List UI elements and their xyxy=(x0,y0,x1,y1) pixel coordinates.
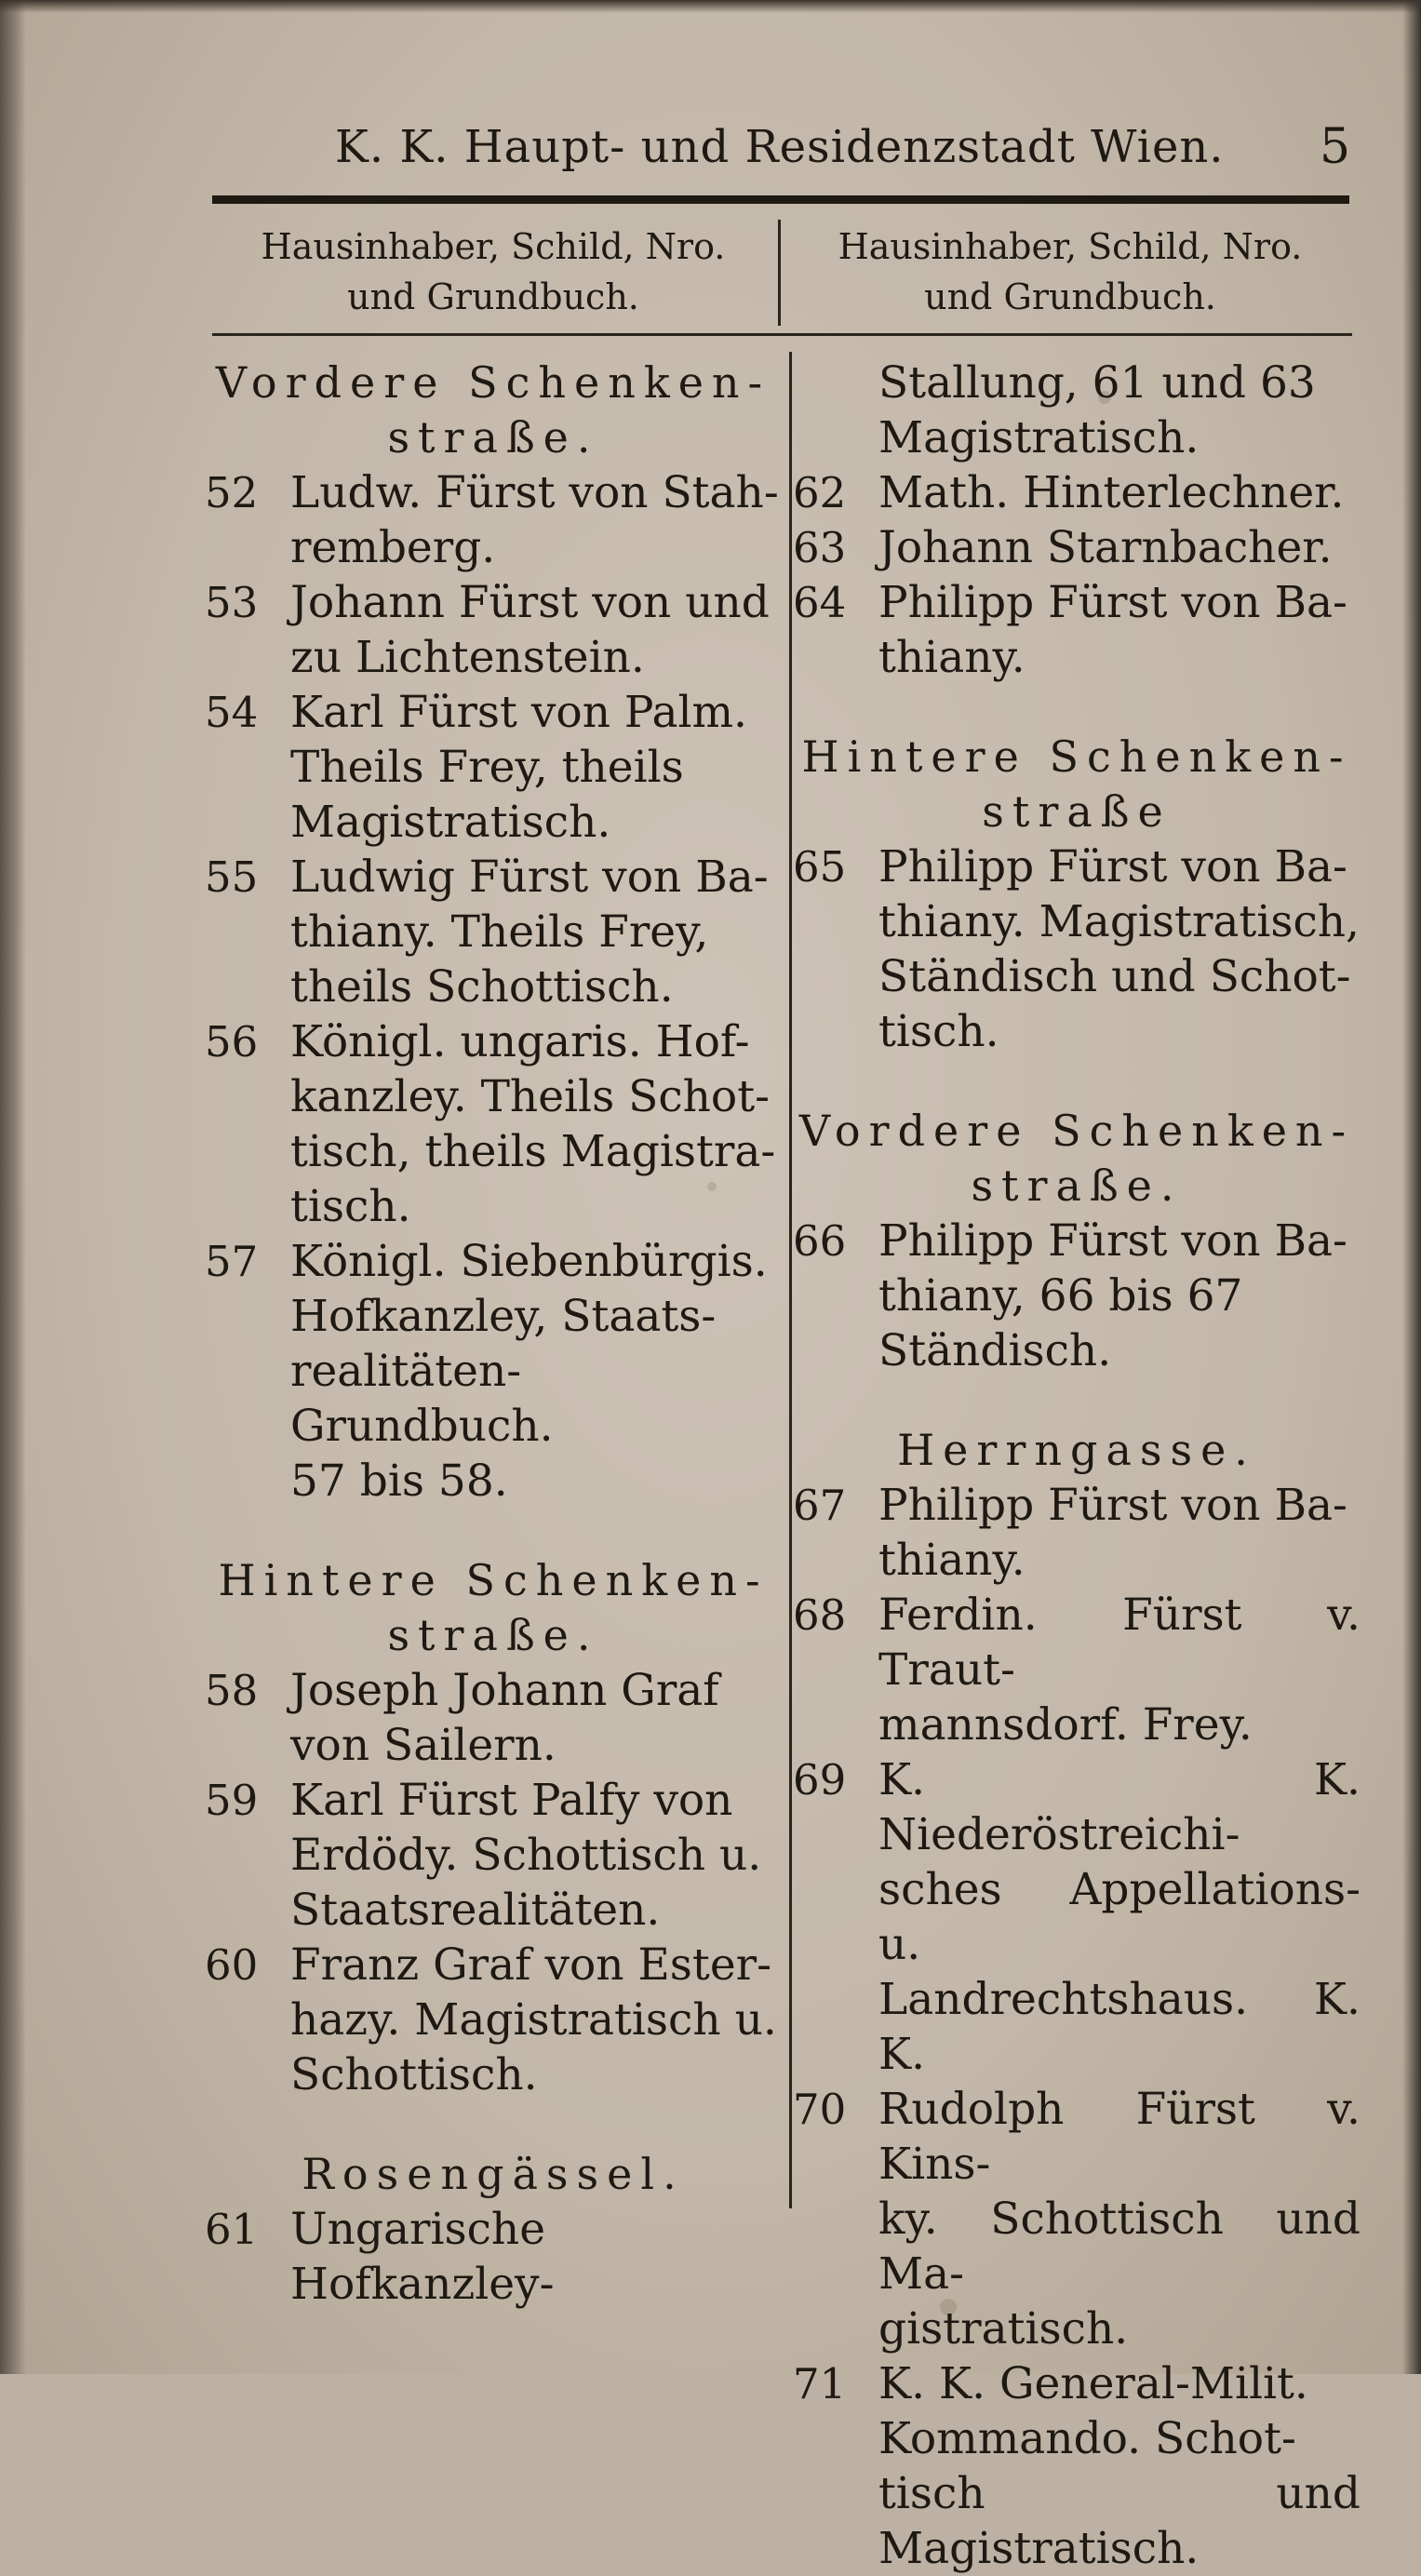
column-header-rule xyxy=(212,333,1352,336)
heading-line: Vordere Schenken- xyxy=(215,357,771,408)
house-number: 61 xyxy=(205,2205,259,2254)
entry-line: Johann Starnbacher. xyxy=(878,522,1333,573)
column-header-divider xyxy=(778,220,781,326)
house-number: 71 xyxy=(793,2359,847,2408)
house-entry-64 xyxy=(793,575,1361,685)
entry-line: Philipp Fürst von Ba- xyxy=(878,1215,1347,1267)
house-entry-59 xyxy=(205,1773,782,1938)
street-heading-rosengaessel xyxy=(205,2147,782,2202)
entry-line: theils Schottisch. xyxy=(290,961,674,1013)
heading-line: Vordere Schenken- xyxy=(798,1106,1355,1156)
entry-line: Ludw. Fürst von Stah- xyxy=(290,467,779,518)
entry-line: gistratisch. xyxy=(878,2303,1129,2355)
entry-line: Ferdin. Fürst v. Traut- xyxy=(878,1590,1361,1696)
entry-line: ky. Schottisch und Ma- xyxy=(878,2194,1361,2300)
entry-line: tisch. xyxy=(290,1181,411,1232)
page-right-edge xyxy=(1402,0,1421,2374)
entry-line: Ständisch und Schot- xyxy=(878,951,1351,1002)
street-heading-herrngasse xyxy=(793,1423,1361,1478)
entry-line: Schottisch. xyxy=(290,2049,538,2100)
entry-line: von Sailern. xyxy=(290,1720,556,1771)
running-head: K. K. Haupt- und Residenzstadt Wien. xyxy=(335,121,1225,173)
house-number: 67 xyxy=(793,1481,847,1530)
house-entry-53 xyxy=(205,575,782,685)
house-entry-58 xyxy=(205,1663,782,1773)
entry-line: thiany. Theils Frey, xyxy=(290,906,709,958)
heading-line: straße xyxy=(982,786,1172,837)
entry-line: thiany. Magistratisch, xyxy=(878,896,1360,947)
header-rule xyxy=(212,195,1349,204)
house-entry-69 xyxy=(793,1752,1361,2082)
house-entry-54 xyxy=(205,685,782,850)
house-number: 58 xyxy=(205,1666,259,1715)
heading-line: straße. xyxy=(971,1161,1183,1211)
entry-line: Joseph Johann Graf xyxy=(290,1665,719,1716)
heading-line: straße. xyxy=(387,412,599,463)
house-entry-71 xyxy=(793,2356,1361,2576)
house-entry-67 xyxy=(793,1478,1361,1588)
entry-line: Magistratisch. xyxy=(290,797,611,848)
house-number: 52 xyxy=(205,468,259,517)
entry-line: Landrechtshaus. K. K. xyxy=(878,1974,1361,2080)
house-entry-55 xyxy=(205,850,782,1014)
house-number: 66 xyxy=(793,1216,847,1266)
entry-line: Erdödy. Schottisch u. xyxy=(290,1830,762,1881)
entry-line: zu Lichtenstein. xyxy=(290,632,645,683)
house-number: 60 xyxy=(205,1940,259,1990)
column-header-line: und Grundbuch. xyxy=(347,276,639,317)
house-number: 65 xyxy=(793,842,847,892)
column-header-right xyxy=(789,221,1351,322)
column-divider xyxy=(789,352,792,2208)
entry-line: Rudolph Fürst v. Kins- xyxy=(878,2084,1361,2190)
house-entry-65 xyxy=(793,839,1361,1059)
book-spine xyxy=(0,0,26,2374)
right-column xyxy=(793,356,1361,2576)
house-entry-60 xyxy=(205,1938,782,2102)
entry-line: Theils Frey, theils xyxy=(290,742,684,793)
entry-line: Ludwig Fürst von Ba- xyxy=(290,852,769,903)
house-number: 54 xyxy=(205,688,259,737)
house-entry-68 xyxy=(793,1588,1361,1752)
entry-line: Staatsrealitäten. xyxy=(290,1885,661,1936)
entry-line: Stallung, 61 und 63 xyxy=(878,357,1316,409)
entry-line: K. K. Niederöstreichi- xyxy=(878,1754,1361,1860)
entry-line: thiany. xyxy=(878,632,1026,683)
house-number: 70 xyxy=(793,2085,847,2134)
entry-line: Franz Graf von Ester- xyxy=(290,1939,771,1991)
house-number: 59 xyxy=(205,1776,259,1825)
entry-line: kanzley. Theils Schot- xyxy=(290,1071,770,1122)
column-header-left xyxy=(212,221,774,322)
entry-line: Karl Fürst von Palm. xyxy=(290,687,747,738)
house-number: 53 xyxy=(205,578,259,627)
house-entry-66 xyxy=(793,1214,1361,1378)
entry-line: Ständisch. xyxy=(878,1325,1112,1376)
house-entry-57 xyxy=(205,1234,782,1509)
entry-line: remberg. xyxy=(290,522,496,573)
left-column xyxy=(205,356,782,2312)
entry-line: Königl. Siebenbürgis. xyxy=(290,1236,768,1287)
entry-line: hazy. Magistratisch u. xyxy=(290,1994,777,2046)
entry-line: Philipp Fürst von Ba- xyxy=(878,1480,1347,1531)
entry-line: K. K. General-Milit. xyxy=(878,2358,1308,2409)
street-heading-vordere-schenkenstrasse xyxy=(205,356,782,465)
entry-line: Philipp Fürst von Ba- xyxy=(878,577,1347,628)
house-number: 56 xyxy=(205,1017,259,1067)
heading-line: Hintere Schenken- xyxy=(218,1555,769,1605)
entry-line: Königl. ungaris. Hof- xyxy=(290,1016,750,1067)
street-heading-hintere-schenkenstrasse xyxy=(793,730,1361,839)
house-entry-52 xyxy=(205,465,782,575)
heading-line: Rosengässel. xyxy=(302,2149,685,2199)
heading-line: Hintere Schenken- xyxy=(801,731,1352,782)
entry-line: tisch und Magistratisch. xyxy=(878,2468,1361,2574)
page-top-edge xyxy=(0,0,1421,13)
house-number: 55 xyxy=(205,852,259,902)
house-entry-62 xyxy=(793,465,1361,520)
house-entry-61 xyxy=(205,2202,782,2312)
house-number: 62 xyxy=(793,468,847,517)
entry-line: Magistratisch. xyxy=(878,412,1200,463)
house-number: 68 xyxy=(793,1590,847,1640)
house-number: 63 xyxy=(793,523,847,572)
entry-line: tisch. xyxy=(878,1006,999,1057)
column-header-line: Hausinhaber, Schild, Nro. xyxy=(838,226,1303,267)
entry-line: realitäten-Grundbuch. xyxy=(290,1346,554,1452)
entry-line: Hofkanzley, Staats- xyxy=(290,1291,717,1342)
house-entry-56 xyxy=(205,1014,782,1234)
column-header-line: und Grundbuch. xyxy=(924,276,1216,317)
column-header-line: Hausinhaber, Schild, Nro. xyxy=(261,226,726,267)
entry-line: Karl Fürst Palfy von xyxy=(290,1775,733,1826)
entry-line: Math. Hinterlechner. xyxy=(878,467,1345,518)
page-number: 5 xyxy=(1320,119,1351,175)
entry-line: thiany, 66 bis 67 xyxy=(878,1270,1243,1322)
street-heading-vordere-schenkenstrasse xyxy=(793,1104,1361,1214)
heading-line: Herrngasse. xyxy=(897,1425,1256,1475)
house-entry-61-continued xyxy=(793,356,1361,465)
entry-line: Kommando. Schot- xyxy=(878,2413,1296,2464)
house-entry-63 xyxy=(793,520,1361,575)
entry-line: tisch, theils Magistra- xyxy=(290,1126,776,1177)
house-number: 57 xyxy=(205,1237,259,1286)
street-heading-hintere-schenkenstrasse xyxy=(205,1553,782,1663)
entry-line: Johann Fürst von und xyxy=(290,577,770,628)
entry-line: Philipp Fürst von Ba- xyxy=(878,841,1347,892)
entry-line: thiany. xyxy=(878,1535,1026,1586)
heading-line: straße. xyxy=(387,1610,599,1660)
house-number: 69 xyxy=(793,1755,847,1805)
entry-line: Ungarische Hofkanzley- xyxy=(290,2204,555,2310)
entry-line: sches Appellations- u. xyxy=(878,1864,1361,1970)
entry-line: mannsdorf. Frey. xyxy=(878,1699,1253,1751)
entry-line: 57 bis 58. xyxy=(290,1456,508,1507)
house-entry-70 xyxy=(793,2082,1361,2356)
house-number: 64 xyxy=(793,578,847,627)
